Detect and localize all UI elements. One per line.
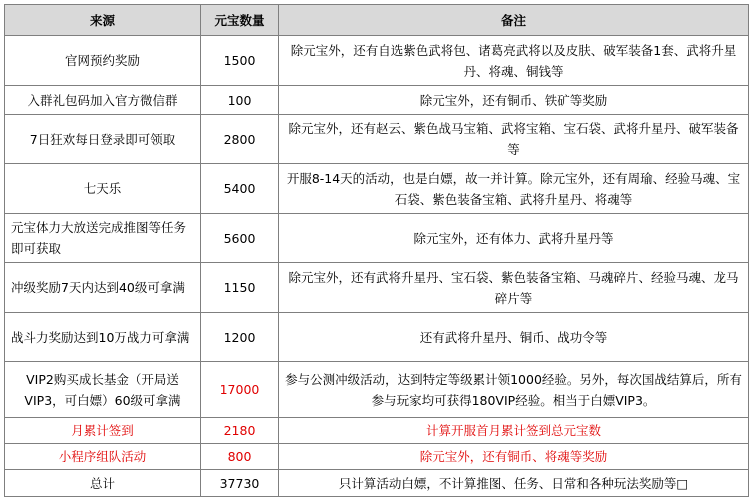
source-cell: 冲级奖励7天内达到40级可拿满 <box>5 263 201 313</box>
table-row-total <box>5 470 749 497</box>
total-note: 只计算活动白嫖，不计算推图、任务、日常和各种玩法奖励等□ <box>279 470 749 497</box>
note-cell: 还有武将升星丹、铜币、战功令等 <box>279 313 749 362</box>
note-cell: 参与公测冲级活动，达到特定等级累计领1000经验。另外，每次国战结算后，所有参与玩家均可获得180VIP经验。相当于白嫖VIP3。 <box>279 362 749 418</box>
table-row <box>5 313 749 362</box>
note-cell: 除元宝外，还有武将升星丹、宝石袋、紫色装备宝箱、马魂碎片、经验马魂、龙马碎片等 <box>279 263 749 313</box>
amount-cell: 1150 <box>201 263 279 313</box>
table-row <box>5 214 749 263</box>
note-cell: 除元宝外，还有自选紫色武将包、诸葛亮武将以及皮肤、破军装备1套、武将升星丹、将魂、铜钱等 <box>279 36 749 86</box>
header-amount: 元宝数量 <box>201 5 279 36</box>
source-cell: 入群礼包码加入官方微信群 <box>5 86 201 115</box>
total-label: 总计 <box>5 470 201 497</box>
source-cell: 官网预约奖励 <box>5 36 201 86</box>
amount-cell: 1500 <box>201 36 279 86</box>
amount-cell: 5400 <box>201 164 279 214</box>
source-cell: 元宝体力大放送完成推图等任务即可获取 <box>5 214 201 263</box>
table-header-row <box>5 5 749 36</box>
note-cell: 计算开服首月累计签到总元宝数 <box>279 418 749 444</box>
source-cell: 七天乐 <box>5 164 201 214</box>
note-cell: 开服8-14天的活动，也是白嫖，故一并计算。除元宝外，还有周瑜、经验马魂、宝石袋、紫色装备宝箱、武将升星丹、将魂等 <box>279 164 749 214</box>
table-row <box>5 418 749 444</box>
header-note: 备注 <box>279 5 749 36</box>
source-cell: 小程序组队活动 <box>5 444 201 470</box>
note-cell: 除元宝外，还有体力、武将升星丹等 <box>279 214 749 263</box>
table-row <box>5 362 749 418</box>
amount-cell: 1200 <box>201 313 279 362</box>
source-cell: 月累计签到 <box>5 418 201 444</box>
source-cell: 战斗力奖励达到10万战力可拿满 <box>5 313 201 362</box>
total-amount: 37730 <box>201 470 279 497</box>
table-row <box>5 115 749 164</box>
note-cell: 除元宝外，还有赵云、紫色战马宝箱、武将宝箱、宝石袋、武将升星丹、破军装备等 <box>279 115 749 164</box>
amount-cell: 100 <box>201 86 279 115</box>
amount-cell: 2800 <box>201 115 279 164</box>
table-row <box>5 36 749 86</box>
amount-cell: 800 <box>201 444 279 470</box>
header-source: 来源 <box>5 5 201 36</box>
amount-cell: 5600 <box>201 214 279 263</box>
amount-cell: 2180 <box>201 418 279 444</box>
note-cell: 除元宝外，还有铜币、铁矿等奖励 <box>279 86 749 115</box>
table-row <box>5 444 749 470</box>
note-cell: 除元宝外，还有铜币、将魂等奖励 <box>279 444 749 470</box>
table-row <box>5 86 749 115</box>
amount-cell: 17000 <box>201 362 279 418</box>
source-cell: VIP2购买成长基金（开局送VIP3，可白嫖）60级可拿满 <box>5 362 201 418</box>
source-cell: 7日狂欢每日登录即可领取 <box>5 115 201 164</box>
table-row <box>5 164 749 214</box>
table-row <box>5 263 749 313</box>
rewards-table <box>4 4 749 497</box>
